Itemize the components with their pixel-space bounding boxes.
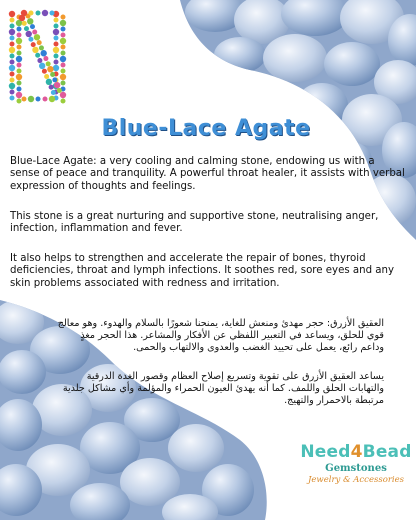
logo-dot <box>21 10 27 16</box>
mosaic-logo-icon <box>4 8 72 104</box>
logo-dot <box>10 78 15 83</box>
logo-dot <box>60 56 66 62</box>
logo-dot <box>42 69 47 74</box>
logo-dot <box>10 60 15 65</box>
logo-dot <box>49 96 55 102</box>
logo-dot <box>10 54 15 59</box>
logo-dot <box>61 81 66 86</box>
logo-dot <box>37 58 42 63</box>
logo-dot <box>60 38 66 44</box>
logo-dot <box>61 15 66 20</box>
logo-dot <box>26 31 32 37</box>
logo-dot <box>17 99 22 104</box>
logo-dot <box>35 53 40 58</box>
logo-dot <box>17 51 22 56</box>
logo-dot <box>47 66 53 72</box>
logo-dot <box>46 61 51 66</box>
logo-dot <box>61 51 66 56</box>
logo-dot <box>22 97 27 102</box>
logo-dot <box>16 38 22 44</box>
logo-dot <box>29 11 34 16</box>
logo-dot <box>32 47 38 53</box>
logo-dot <box>61 69 66 74</box>
logo-dot <box>61 45 66 50</box>
logo-dot <box>10 18 15 23</box>
logo-dot <box>54 54 59 59</box>
logo-dot <box>54 18 59 23</box>
logo-dot <box>28 96 34 102</box>
brand-name-bead: Bead <box>362 442 412 462</box>
logo-dot <box>61 99 66 104</box>
brand-tagline: Jewelry & Accessories <box>307 475 404 485</box>
paragraph-ar-1: العقيق الأزرق: حجر مهدئ ومنعش للغاية، يمنحنا شعورًا بالسلام والهدوء. وهو معالج قوي للحلق، ويساعد في التعبير اللفظي عن الأفكار والمشاعر. هذا الحجر مغذٍ وداعم رائع، يعمل على تحييد الغضب والعدوى والالتهاب والحمى. <box>57 318 384 354</box>
logo-dot <box>51 90 56 95</box>
logo-dot <box>54 24 59 29</box>
logo-dot <box>16 56 22 62</box>
paragraph-en-3: It also helps to strengthen and accelerate the repair of bones, thyroid deficiencies, throat and lymph infections. It soothes red, sore eyes and any skin problems associated with redness and irritation. <box>10 253 395 289</box>
logo-dot <box>61 33 66 38</box>
paragraph-en-2: This stone is a great nurturing and supportive stone, neutralising anger, infection, inflammation and fever. <box>10 211 379 235</box>
logo-dot <box>16 74 22 80</box>
logo-dot <box>16 92 22 98</box>
logo-dot <box>17 45 22 50</box>
logo-dot <box>53 65 59 71</box>
logo-dot <box>49 85 54 90</box>
logo-dot <box>60 20 66 26</box>
logo-dot <box>31 42 36 47</box>
logo-dot <box>10 96 15 101</box>
logo-dot <box>43 56 48 61</box>
logo-dot <box>27 18 33 24</box>
logo-dot <box>10 24 15 29</box>
paragraph-en-1: Blue-Lace Agate: a very cooling and calming stone, endowing us with a sense of peace and tranquility. A powerful throat healer, it assists with verbal expression of thoughts and feelings. <box>10 156 405 192</box>
logo-dot <box>61 27 66 32</box>
logo-dot <box>10 90 15 95</box>
logo-dot <box>37 40 42 45</box>
logo-dot <box>61 63 66 68</box>
logo-dot <box>43 97 48 102</box>
logo-dot <box>17 81 22 86</box>
logo-dot <box>32 29 37 34</box>
logo-dot <box>52 77 57 82</box>
logo-dot <box>17 27 22 32</box>
logo-dot <box>10 42 15 47</box>
logo-dot <box>53 29 59 35</box>
brand-name-need: Need <box>300 442 351 462</box>
logo-dot <box>34 34 40 40</box>
logo-dot <box>50 11 55 16</box>
logo-dot <box>44 74 49 79</box>
brand-gemstones: Gemstones <box>325 463 387 474</box>
logo-dot <box>54 60 59 65</box>
logo-dot <box>54 36 59 41</box>
logo-dot <box>9 65 15 71</box>
page-title: Blue-Lace Agate <box>101 116 311 141</box>
brand-name <box>300 442 412 462</box>
logo-dot <box>39 45 44 50</box>
logo-dot <box>39 63 45 69</box>
logo-dot <box>40 50 46 56</box>
logo-dot <box>36 97 41 102</box>
logo-dot <box>9 29 15 35</box>
logo-dot <box>24 26 29 31</box>
logo-dot <box>9 83 15 89</box>
logo-dot <box>10 72 15 77</box>
logo-dot <box>10 36 15 41</box>
logo-dot <box>53 47 59 53</box>
logo-dot <box>17 63 22 68</box>
logo-dot <box>22 21 27 26</box>
logo-dot <box>60 74 66 80</box>
logo-dot <box>17 69 22 74</box>
logo-dot <box>30 24 35 29</box>
paragraph-ar-2: يساعد العقيق الأزرق على تقوية وتسريع إصلاح العظام وقصور الغدة الدرقية والتهابات الحلق واللمف. كما أنه يهدئ العيون الحمراء والمؤلمة وأي مشاكل جلدية مرتبطة بالاحمرار والتهيج. <box>62 371 384 407</box>
logo-dot <box>57 88 62 93</box>
logo-dot <box>54 82 60 88</box>
logo-dot <box>54 42 59 47</box>
logo-dot <box>9 47 15 53</box>
logo-dot <box>17 87 22 92</box>
logo-dot <box>36 11 41 16</box>
logo-dot <box>50 72 55 77</box>
logo-dot <box>46 79 52 85</box>
brand-logo <box>300 442 412 485</box>
logo-dot <box>60 92 66 98</box>
logo-dot <box>28 37 33 42</box>
logo-dot <box>17 33 22 38</box>
logo-dot <box>9 11 15 17</box>
logo-dot <box>42 10 48 16</box>
brand-name-four: 4 <box>350 442 363 462</box>
